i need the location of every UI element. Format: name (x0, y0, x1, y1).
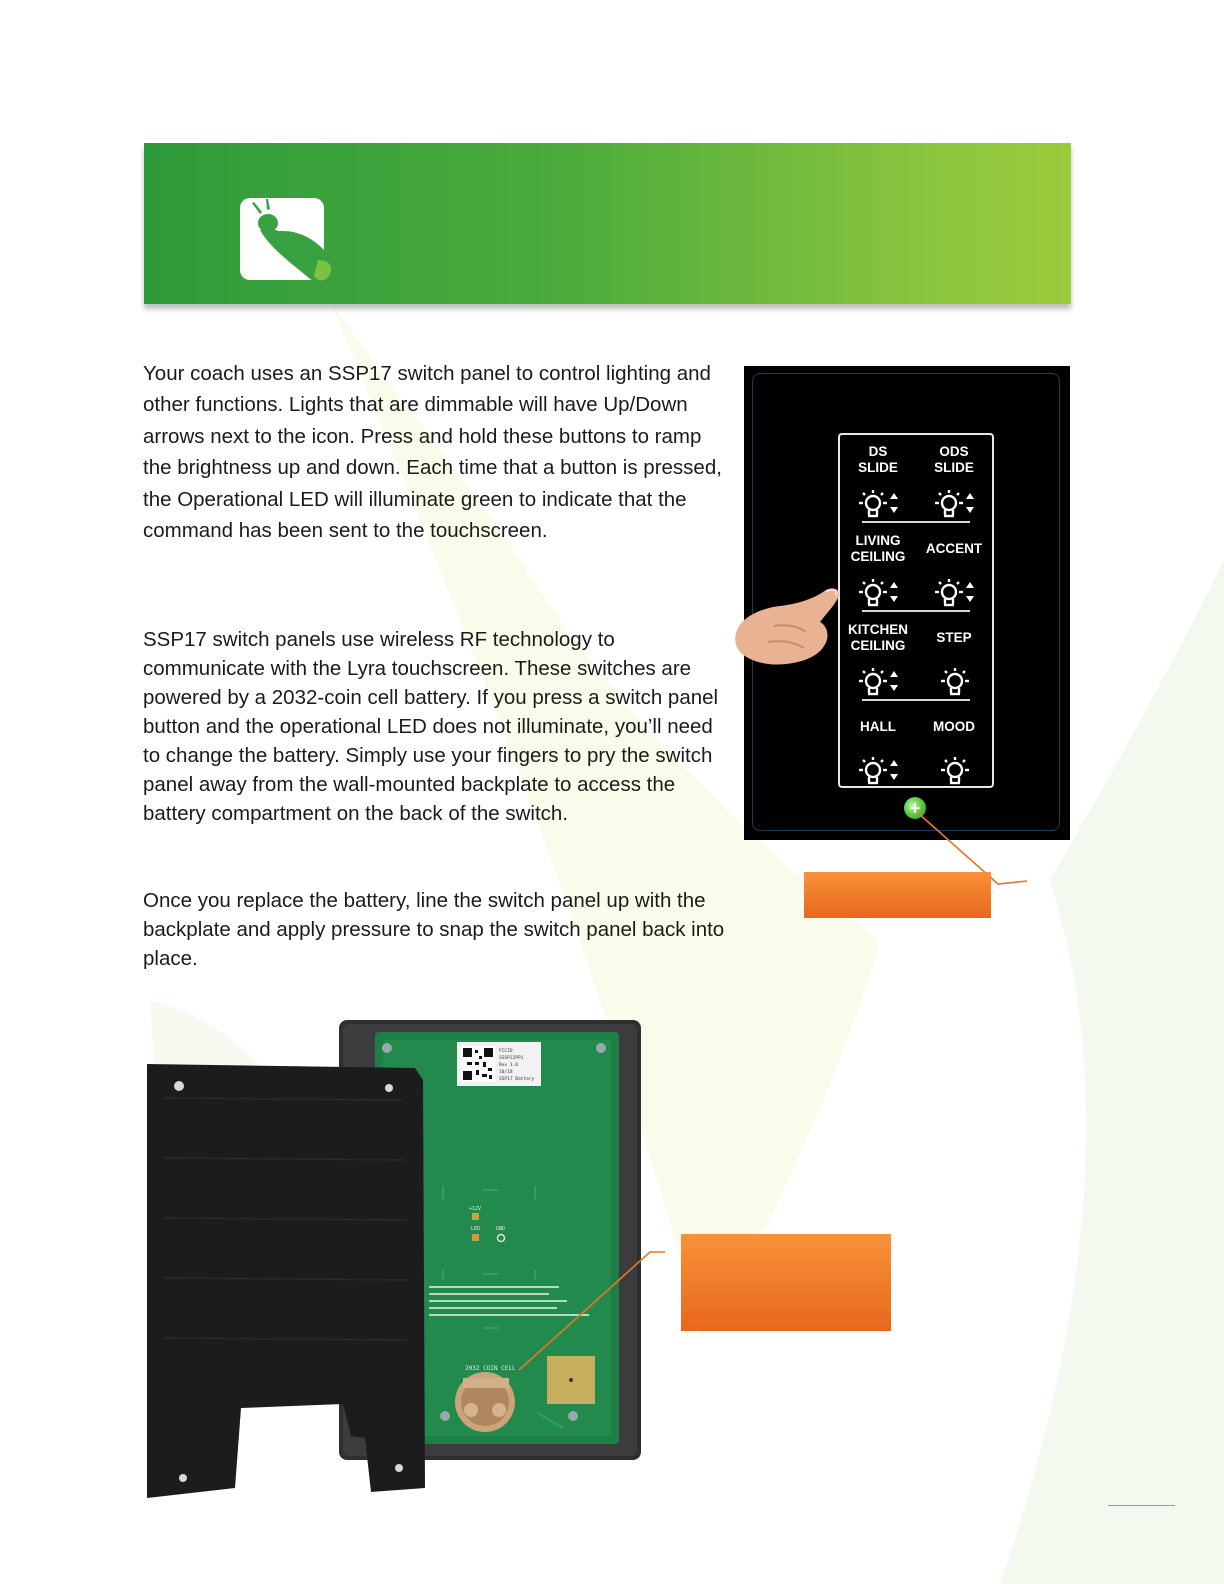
battery-callout (681, 1234, 891, 1331)
switch-label-line2: SLIDE (858, 460, 898, 475)
divider (862, 699, 970, 701)
logo (240, 198, 324, 280)
switch-back-photo (143, 1018, 645, 1506)
switch-label-line2: CEILING (850, 638, 906, 653)
operational-led-callout (804, 872, 991, 918)
switch-button-mood[interactable] (916, 707, 992, 789)
board-label-led: LED (471, 1226, 481, 1232)
dimmable-light-icon (853, 666, 903, 700)
light-icon (929, 755, 979, 789)
sticker-line: SSSP22PP1 (499, 1056, 524, 1061)
sticker-line: Rev 1.0 (499, 1063, 518, 1068)
battery-label: 2032 COIN CELL (465, 1365, 516, 1372)
sticker-line: SSP17 Battery (499, 1077, 535, 1082)
sticker-line: FCCID (499, 1049, 513, 1054)
sticker-line: 10/18 (499, 1070, 513, 1075)
dimmable-light-icon (853, 755, 903, 789)
light-icon (929, 666, 979, 700)
switch-label-line1: LIVING (855, 533, 901, 548)
divider (862, 610, 970, 612)
switch-button-step[interactable] (916, 618, 992, 700)
switch-label-line1: KITCHEN (848, 622, 908, 637)
header-banner (144, 143, 1071, 304)
switch-label-line2: ACCENT (925, 541, 983, 556)
switch-label-line1: ODS (939, 444, 969, 459)
switch-button-hall[interactable] (840, 707, 916, 789)
switch-label-line2: CEILING (850, 549, 906, 564)
operational-led (904, 797, 926, 819)
switch-button-accent[interactable] (916, 529, 992, 611)
dimmable-light-icon (929, 488, 979, 522)
switch-label-line1: DS (868, 444, 888, 459)
switch-label-line2: HALL (860, 719, 896, 734)
board-label-12v: +12V (469, 1206, 482, 1212)
battery-paragraph: SSP17 switch panels use wireless RF technology to communicate with the Lyra touchscreen. These switches are powered by a 2032-coin cell battery. If you press a switch panel button and the operational LED does not illuminate, you’ll need to change the battery. Simply use your fingers to pry the switch panel away from the wall-mounted backplate to access the battery compartment on the back of the switch. (143, 628, 719, 825)
replace-paragraph: Once you replace the battery, line the switch panel up with the backplate and apply pressure to snap the switch panel back into place. (143, 889, 725, 970)
switch-label-line2: MOOD (933, 719, 975, 734)
dimmable-light-icon (853, 488, 903, 522)
switch-button-grid (838, 433, 994, 788)
divider (862, 521, 970, 523)
page-footer-line (1108, 1505, 1175, 1506)
board-label-gnd: GND (496, 1226, 506, 1232)
switch-label-line2: STEP (936, 630, 972, 645)
firefly-icon (240, 198, 324, 280)
plus-icon: + (908, 799, 922, 817)
switch-button-ds-slide[interactable] (840, 440, 916, 522)
switch-button-ods-slide[interactable] (916, 440, 992, 522)
dimmable-light-icon (853, 577, 903, 611)
intro-paragraph: Your coach uses an SSP17 switch panel to control lighting and other functions. Lights that are dimmable will have Up/Down arrows next to the icon. Press and hold these buttons to ramp the brightness up and down. Each time that a button is pressed, the Operational LED will illuminate green to indicate that the command has been sent to the touchscreen. (143, 362, 722, 543)
pointing-hand-icon (734, 586, 854, 676)
backplate (147, 1064, 425, 1498)
dimmable-light-icon (929, 577, 979, 611)
switch-panel-image (744, 366, 1070, 840)
switch-label-line2: SLIDE (934, 460, 974, 475)
